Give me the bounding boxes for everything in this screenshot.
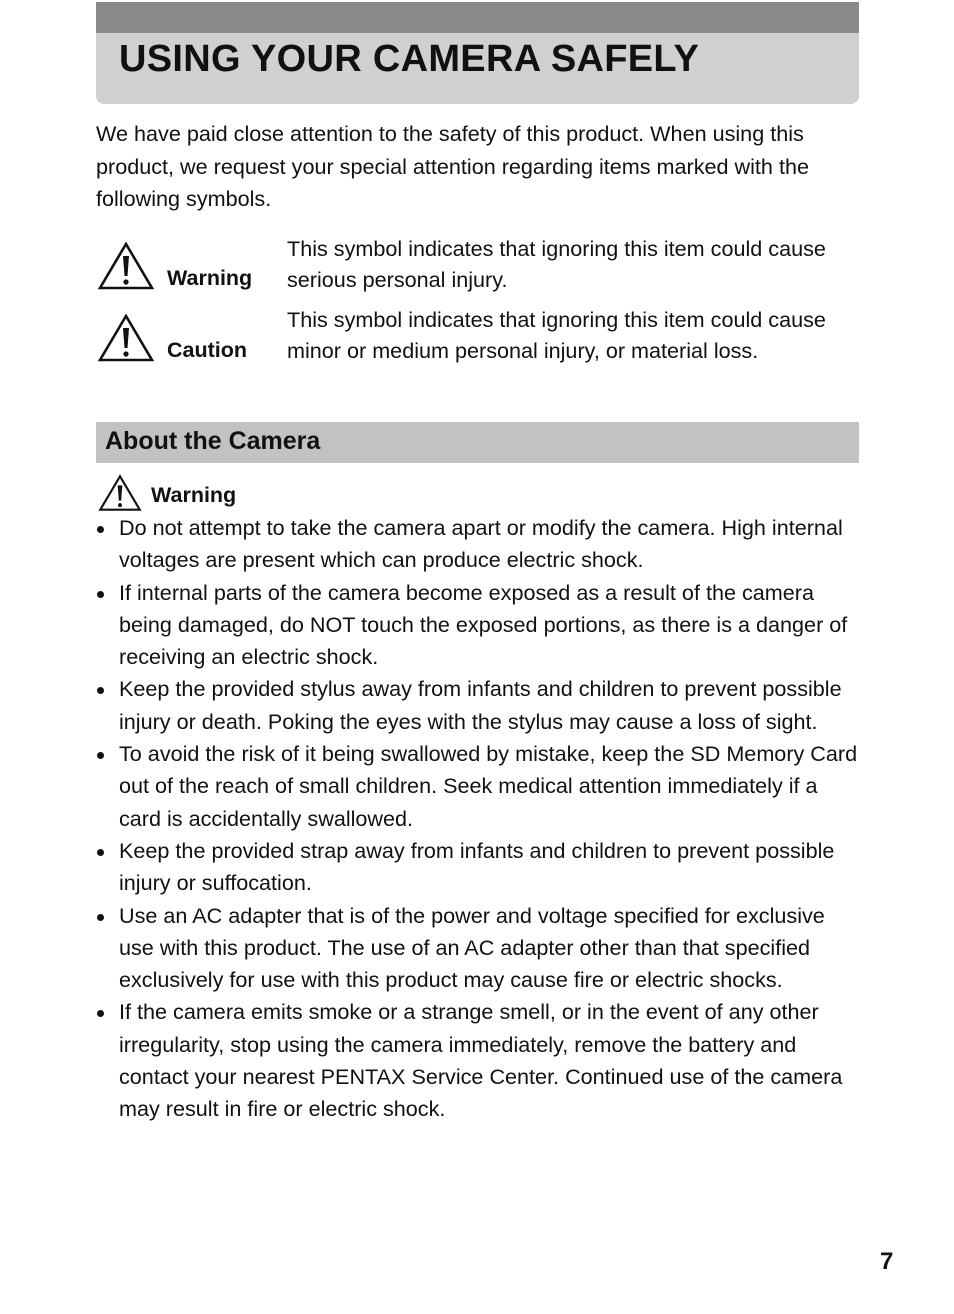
- intro-paragraph: We have paid close attention to the safety of this product. When using this product, we request your special attention regarding items marked with the following symbols.: [96, 121, 809, 211]
- symbol-label-caution: Caution: [167, 338, 248, 362]
- section-header: [96, 422, 859, 463]
- page-title: USING YOUR CAMERA SAFELY: [119, 38, 700, 80]
- bullet-dot: [97, 591, 104, 598]
- list-item: [96, 512, 860, 577]
- list-item-text: To avoid the risk of it being swallowed by mistake, keep the SD Memory Card out of the reach of small children. Seek medical attention immediately if a card is accidentally swallowed.: [119, 741, 858, 831]
- warning-list: [96, 512, 860, 1126]
- bullet-dot: [97, 914, 104, 921]
- list-item-text: Keep the provided stylus away from infants and children to prevent possible injury or death. Poking the eyes with the stylus may cause a loss of sight.: [119, 676, 842, 734]
- symbol-description-warning: This symbol indicates that ignoring this item could cause serious personal injury.: [287, 236, 826, 292]
- list-item: [96, 673, 860, 738]
- list-item: [96, 738, 860, 835]
- symbol-row-caution: [96, 304, 860, 398]
- warning-triangle-icon: [98, 241, 154, 291]
- list-item: [96, 835, 860, 900]
- section-warning-label: Warning: [151, 483, 237, 507]
- list-item-text: Do not attempt to take the camera apart or modify the camera. High internal voltages are present which can produce electric shock.: [119, 515, 843, 573]
- list-item-text: Use an AC adapter that is of the power and voltage specified for exclusive use with this product. The use of an AC adapter other than that specified exclusively for use with this product may cause fire or electric shocks.: [119, 902, 825, 993]
- list-item-text: If internal parts of the camera become exposed as a result of the camera being damaged, do NOT touch the exposed portions, as there is a danger of receiving an electric shock.: [119, 579, 848, 670]
- title-banner: [96, 2, 859, 104]
- symbol-label-warning: Warning: [167, 266, 253, 290]
- bullet-dot: [97, 849, 104, 856]
- page-number: 7: [880, 1248, 894, 1275]
- warning-triangle-icon: [98, 474, 142, 512]
- title-banner-strip: [96, 2, 859, 33]
- list-item-text: If the camera emits smoke or a strange smell, or in the event of any other irregularity, stop using the camera immediately, remove the battery and contact your nearest PENTAX Service Center. Continued use of the camera may result in fire or electric shock.: [119, 999, 843, 1122]
- symbol-row-warning: [96, 233, 860, 297]
- warning-triangle-icon: [98, 313, 154, 363]
- bullet-dot: [97, 752, 104, 759]
- list-item: [96, 577, 860, 674]
- section-warning-heading: [96, 472, 396, 512]
- bullet-dot: [97, 1010, 104, 1017]
- bullet-dot: [97, 687, 104, 694]
- symbol-description-caution: This symbol indicates that ignoring this item could cause minor or medium personal injury, or material loss.: [287, 307, 826, 363]
- list-item: [96, 996, 860, 1125]
- section-title: About the Camera: [105, 427, 321, 455]
- bullet-dot: [97, 526, 104, 533]
- list-item-text: Keep the provided strap away from infants and children to prevent possible injury or suffocation.: [119, 837, 835, 896]
- list-item: [96, 900, 860, 997]
